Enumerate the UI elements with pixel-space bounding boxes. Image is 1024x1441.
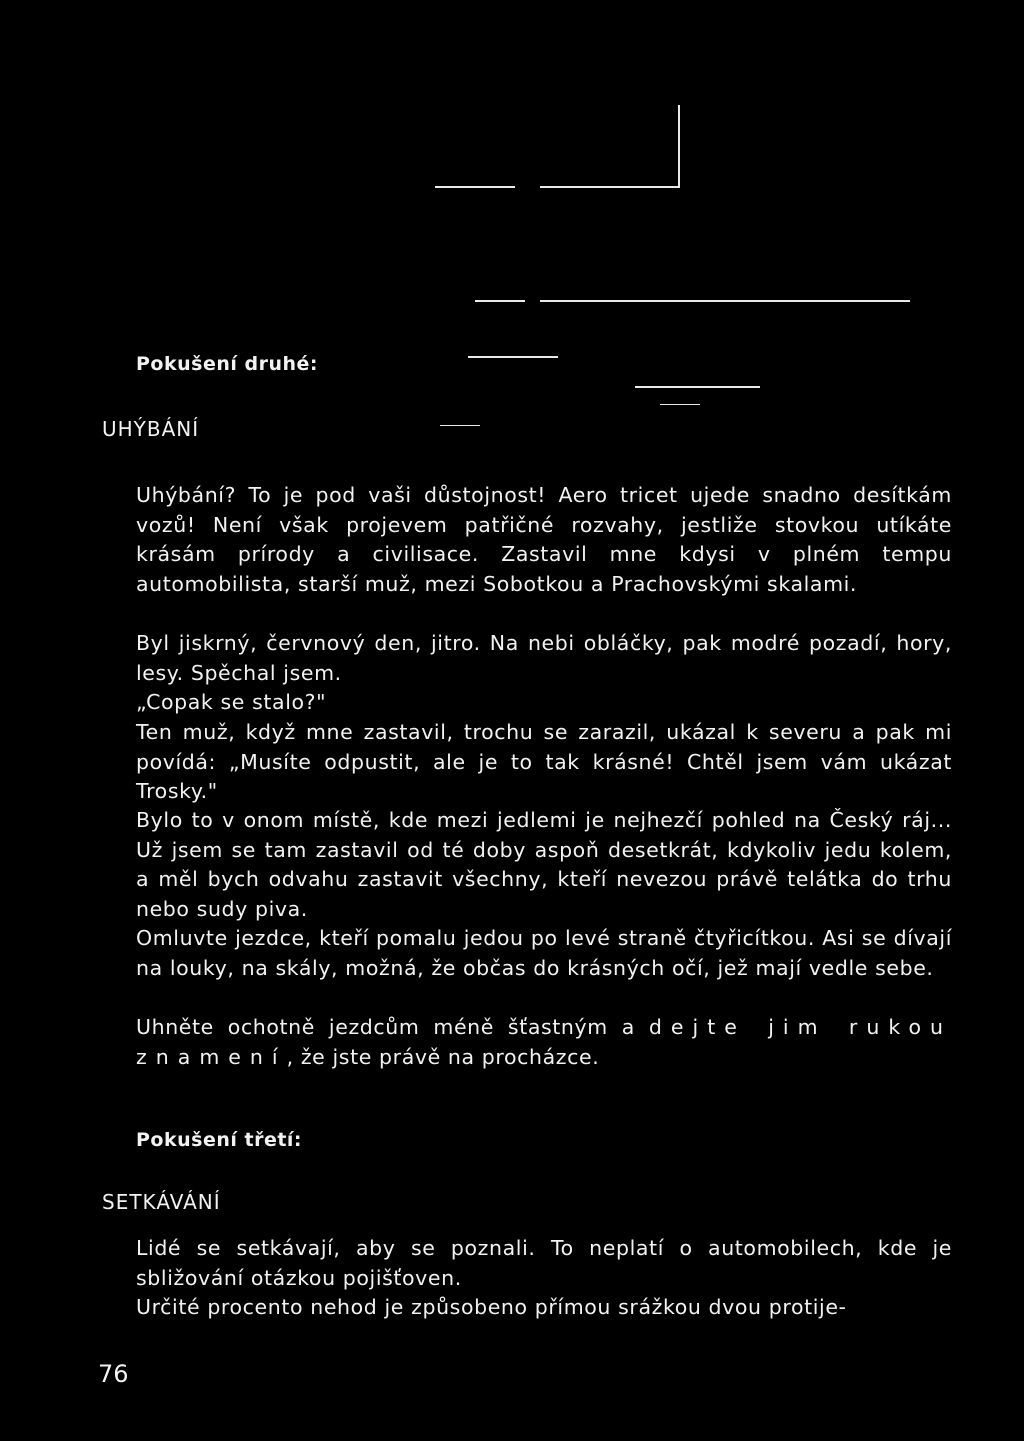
paragraph: „Copak se stalo?" [136, 690, 327, 714]
scan-mark-vertical [678, 105, 680, 187]
section-label-uhybani: UHÝBÁNÍ [102, 417, 200, 441]
scan-mark-line [540, 300, 910, 302]
scan-mark-line [440, 425, 480, 426]
paragraph-text: Uhněte ochotně jezdcům méně šťastným a [136, 1015, 649, 1039]
page-number: 76 [98, 1360, 129, 1388]
paragraph: Omluvte jezdce, kteří pomalu jedou po levé straně čtyřicítkou. Asi se dívají na louky, na skály, možná, že občas do krásných očí, jež mají vedle sebe. [136, 926, 952, 980]
scan-mark-line [475, 300, 525, 302]
scan-mark-line [435, 186, 515, 188]
scan-mark-line [660, 404, 700, 405]
spaced-emphasis: dejte jim rukou znamení [136, 1015, 952, 1069]
paragraph: Byl jiskrný, červnový den, jitro. Na nebi obláčky, pak modré pozadí, hory, lesy. Spěchal jsem. [136, 631, 952, 685]
paragraph: Bylo to v onom místě, kde mezi jedlemi je nejhezčí pohled na Český ráj... Už jsem se tam zastavil od té doby aspoň desetkrát, kdykoliv jedu kolem, a měl bych odvahu zastavit všechny, kteří nevezou právě telátka do trhu nebo sudy piva. [136, 808, 952, 921]
section-heading-second: Pokušení druhé: [136, 353, 318, 375]
scan-mark-line [635, 386, 760, 388]
paragraph: Určité procento nehod je způsobeno přímou srážkou dvou protije- [136, 1295, 847, 1319]
paragraph [136, 1013, 952, 1072]
paragraph: Uhýbání? To je pod vaši důstojnost! Aero tricet ujede snadno desítkám vozů! Není však projevem patřičné rozvahy, jestliže stovkou utíkáte krásám prírody a civilisace. Zastavil mne kdysi v plném tempu automobilista, starší muž, mezi Sobotkou a Prachovskými skalami. [136, 483, 952, 596]
paragraph: Ten muž, když mne zastavil, trochu se zarazil, ukázal k severu a pak mi povídá: „Musíte odpustit, ale je to tak krásné! Chtěl jsem vám ukázat Trosky." [136, 720, 952, 803]
section-heading-third: Pokušení třetí: [136, 1129, 303, 1151]
section-label-setkavani: SETKÁVÁNÍ [102, 1190, 221, 1214]
scan-mark-line [468, 356, 558, 358]
paragraph: Lidé se setkávají, aby se poznali. To neplatí o automobilech, kde je sbližování otázkou pojišťoven. [136, 1236, 952, 1290]
scan-mark-line [540, 186, 680, 188]
paragraph-text: , že jste právě na procházce. [286, 1044, 600, 1069]
